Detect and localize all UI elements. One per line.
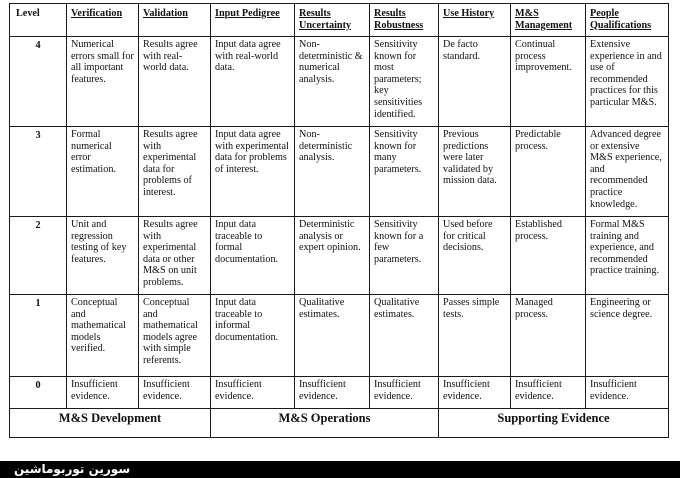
header-use-history: Use History (439, 4, 511, 37)
people-cell: Extensive experience in and use of recommended practices for this particular M&S. (586, 37, 669, 127)
validation-cell: Results agree with experimental data for problems of interest. (139, 127, 211, 217)
table-row (10, 37, 669, 127)
input-pedigree-cell: Input data agree with real-world data. (211, 37, 295, 127)
verification-cell: Unit and regression testing of key features. (67, 217, 139, 295)
uncertainty-cell: Deterministic analysis or expert opinion. (295, 217, 370, 295)
header-results-uncertainty: Results Uncertainty (295, 4, 370, 37)
watermark-text: سورين توربوماشين (14, 462, 131, 476)
use-history-cell: Used before for critical decisions. (439, 217, 511, 295)
people-cell: Engineering or science degree. (586, 295, 669, 377)
footer-ms-development: M&S Development (10, 409, 211, 438)
verification-cell: Conceptual and mathematical models verified. (67, 295, 139, 377)
input-pedigree-cell: Input data agree with experimental data for problems of interest. (211, 127, 295, 217)
input-pedigree-cell: Insufficient evidence. (211, 377, 295, 409)
footer-supporting-evidence: Supporting Evidence (439, 409, 669, 438)
header-people-qualifications: People Qualifications (586, 4, 669, 37)
header-validation: Validation (139, 4, 211, 37)
level-cell: 3 (10, 127, 67, 217)
header-ms-management: M&S Management (511, 4, 586, 37)
use-history-cell: Insufficient evidence. (439, 377, 511, 409)
uncertainty-cell: Insufficient evidence. (295, 377, 370, 409)
validation-cell: Results agree with experimental data or other M&S on unit problems. (139, 217, 211, 295)
management-cell: Predictable process. (511, 127, 586, 217)
watermark-bar (0, 461, 680, 478)
table-row (10, 217, 669, 295)
management-cell: Insufficient evidence. (511, 377, 586, 409)
use-history-cell: Previous predictions were later validated by mission data. (439, 127, 511, 217)
level-cell: 0 (10, 377, 67, 409)
footer-ms-operations: M&S Operations (211, 409, 439, 438)
verification-cell: Insufficient evidence. (67, 377, 139, 409)
validation-cell: Insufficient evidence. (139, 377, 211, 409)
level-cell: 4 (10, 37, 67, 127)
header-results-robustness: Results Robustness (370, 4, 439, 37)
use-history-cell: Passes simple tests. (439, 295, 511, 377)
footer-row (10, 409, 669, 438)
table-row (10, 377, 669, 409)
management-cell: Continual process improvement. (511, 37, 586, 127)
header-input-pedigree: Input Pedigree (211, 4, 295, 37)
management-cell: Managed process. (511, 295, 586, 377)
people-cell: Advanced degree or extensive M&S experience, and recommended practice knowledge. (586, 127, 669, 217)
people-cell: Insufficient evidence. (586, 377, 669, 409)
level-cell: 2 (10, 217, 67, 295)
robustness-cell: Sensitivity known for many parameters. (370, 127, 439, 217)
robustness-cell: Sensitivity known for most parameters; key sensitivities identified. (370, 37, 439, 127)
robustness-cell: Sensitivity known for a few parameters. (370, 217, 439, 295)
header-verification: Verification (67, 4, 139, 37)
robustness-cell: Insufficient evidence. (370, 377, 439, 409)
input-pedigree-cell: Input data traceable to formal documentation. (211, 217, 295, 295)
uncertainty-cell: Non-deterministic analysis. (295, 127, 370, 217)
verification-cell: Formal numerical error estimation. (67, 127, 139, 217)
validation-cell: Results agree with real-world data. (139, 37, 211, 127)
robustness-cell: Qualitative estimates. (370, 295, 439, 377)
table-row (10, 295, 669, 377)
input-pedigree-cell: Input data traceable to informal documentation. (211, 295, 295, 377)
people-cell: Formal M&S training and experience, and recommended practice training. (586, 217, 669, 295)
uncertainty-cell: Non-deterministic & numerical analysis. (295, 37, 370, 127)
header-level: Level (10, 4, 67, 37)
use-history-cell: De facto standard. (439, 37, 511, 127)
validation-cell: Conceptual and mathematical models agree with simple referents. (139, 295, 211, 377)
verification-cell: Numerical errors small for all important features. (67, 37, 139, 127)
credibility-assessment-table (9, 3, 669, 438)
management-cell: Established process. (511, 217, 586, 295)
header-row (10, 4, 669, 37)
level-cell: 1 (10, 295, 67, 377)
uncertainty-cell: Qualitative estimates. (295, 295, 370, 377)
table-row (10, 127, 669, 217)
